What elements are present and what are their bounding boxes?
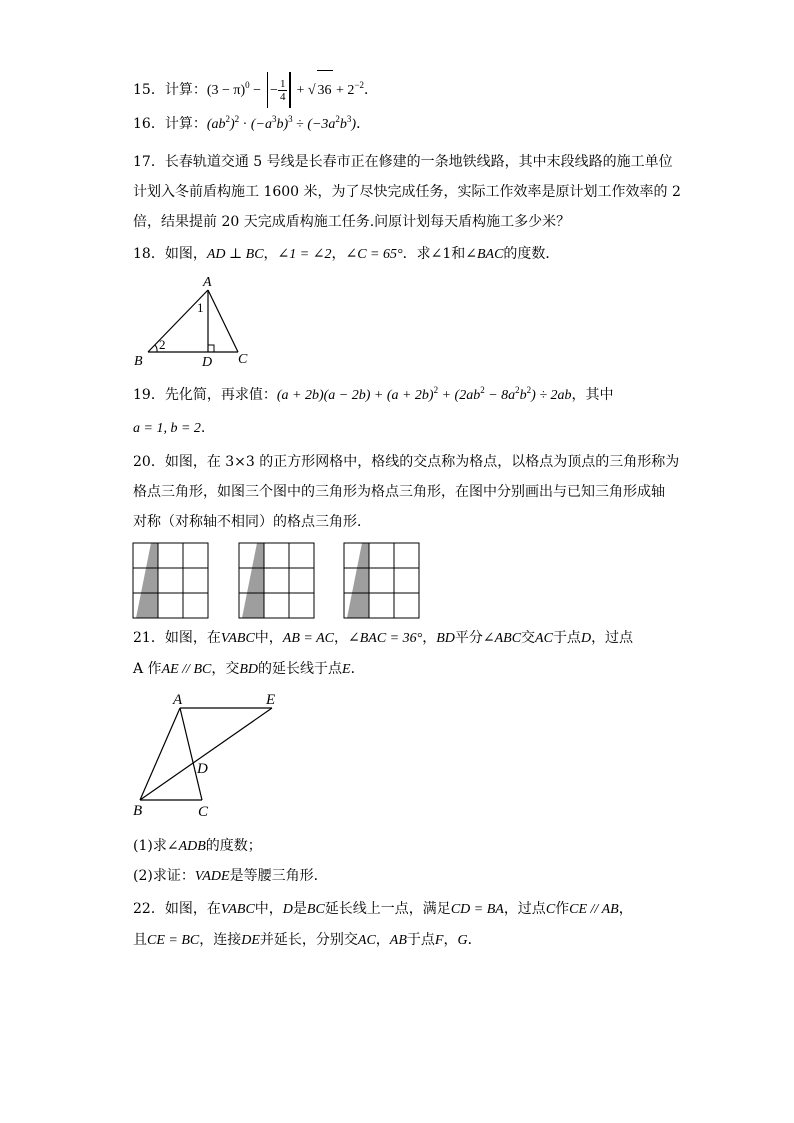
segment-ac (180, 708, 202, 800)
shaded-triangle-1 (136, 543, 158, 618)
question-18 (133, 244, 559, 265)
q21-l2b: AE // BC (161, 662, 212, 677)
q21-tri: VABC (220, 631, 255, 646)
q16-t1-outer: 2 (234, 114, 240, 124)
question-17-line1: 17．长春轨道交通 5 号线是长春市正在修建的一条地铁线路，其中末段线路的施工单位 (133, 154, 673, 170)
q16-t2: (−a (250, 117, 272, 132)
label-b: B (134, 354, 143, 368)
q19-e3: 2 (515, 385, 520, 395)
q19-e1: 2 (433, 385, 439, 395)
q15-frac-num: 1 (279, 77, 286, 90)
q22-c1: CD = BA (450, 902, 504, 917)
q15-fraction (278, 78, 288, 103)
q22-a4: 作 (555, 901, 570, 917)
q15-exp-neg2: −2 (354, 80, 365, 90)
q18-sep2: ， (331, 246, 346, 262)
q21-s1: ， (333, 630, 348, 646)
right-angle-icon (208, 345, 214, 352)
q16-t3-b: b (339, 117, 347, 132)
q21-l2f: E (342, 662, 351, 677)
q19-e4: 2 (526, 385, 532, 395)
shaded-triangle-2 (242, 543, 264, 618)
q22-l2m: ． (467, 932, 482, 948)
q21-c3f: 于点 (552, 630, 581, 646)
q22-l2e: 并延长，分别交 (259, 932, 358, 948)
q15-sqrt-val: 36 (317, 70, 333, 111)
label-c: C (198, 804, 209, 820)
q19-number: 19．先化简，再求值： (133, 387, 277, 403)
q16-t3-close: ) (351, 117, 357, 132)
angle-label-1: 1 (197, 300, 204, 315)
q16-t1: (ab (206, 117, 226, 132)
q16-t3-exp: 2 (335, 114, 340, 124)
q15-minus: − (249, 83, 265, 98)
abs-bar-left (267, 72, 269, 108)
q15-term-a: (3 − π) (206, 83, 246, 98)
question-22-line2 (133, 930, 482, 951)
q22-l2f: AC (357, 933, 376, 948)
q16-t3-bexp: 3 (346, 114, 352, 124)
q21-c3d: 交 (521, 630, 536, 646)
question-19 (133, 385, 614, 406)
q21-c3g: D (580, 631, 592, 646)
q22-d: D (282, 902, 293, 917)
question-20-line1: 20．如图，在 3×3 的正方形网格中，格线的交点称为格点，以格点为顶点的三角形称为 (133, 454, 680, 470)
angle-arc-icon (155, 345, 157, 352)
question-17-line2: 计划入冬前盾构施工 1600 米，为了尽快完成任务，实际工作效率是原计划工作效率的 2 (133, 184, 681, 200)
label-a: A (173, 692, 183, 708)
q21-c2: ∠BAC = 36° (347, 631, 423, 646)
q15-number: 15．计算： (133, 82, 207, 98)
q21-c3e: AC (535, 631, 553, 646)
question-20-line3: 对称（对称轴不相同）的格点三角形． (133, 514, 371, 530)
q22-l2h: AB (389, 933, 407, 948)
q21-l2e: 的延长线于点 (258, 661, 343, 677)
q21-c3c: ∠ABC (482, 631, 522, 646)
q16-t2-b: b) (276, 117, 289, 132)
q19-expr5: ) ÷ 2ab (531, 388, 572, 403)
q18-cond3: ∠C = 65° (345, 247, 403, 262)
sqrt-sign-icon: √ (307, 83, 316, 98)
q21-l2g: ． (350, 661, 365, 677)
q18-cond2: ∠1 = ∠2 (277, 247, 332, 262)
q18-ask2: ∠BAC (465, 247, 504, 262)
q18-number: 18．如图， (133, 246, 207, 262)
q22-c: C (545, 902, 556, 917)
q22-l2k: ， (443, 932, 458, 948)
q22-l2d: DE (241, 933, 260, 948)
shaded-triangle-3 (347, 543, 369, 618)
segment-ac (208, 290, 238, 352)
q22-tri: VABC (220, 902, 255, 917)
question-21-line2 (133, 659, 365, 680)
q22-c2: CE // AB (569, 902, 619, 917)
q18-ask: ．求∠1和 (402, 246, 466, 262)
q16-t1-exp: 2 (225, 114, 230, 124)
q22-a2: 延长线上一点，满足 (324, 901, 451, 917)
q21-number: 21．如图，在 (133, 630, 221, 646)
q22-l2j: F (434, 933, 444, 948)
q16-number: 16．计算： (133, 116, 207, 132)
grid-1[interactable] (133, 543, 208, 618)
q19-e2: 2 (480, 385, 485, 395)
q15-plus1: + (292, 83, 308, 98)
q21-p1c: 的度数； (205, 838, 262, 854)
q15-frac-den: 4 (279, 90, 286, 103)
q19-expr: (a + 2b)(a − 2b) + (a + 2b) (276, 388, 434, 403)
q18-sep1: ， (263, 246, 278, 262)
q16-t2-outer: 3 (288, 114, 293, 124)
q16-t1-close: ) (230, 117, 235, 132)
question-20-line2: 格点三角形，如图三个图中的三角形为格点三角形，在图中分别画出与已知三角形成轴 (133, 484, 665, 500)
q19-expr3: − 8a (484, 388, 516, 403)
q19-expr4: b (519, 388, 527, 403)
q22-a5: ， (618, 901, 633, 917)
question-15 (133, 70, 378, 110)
q22-a3: ，过点 (503, 901, 546, 917)
angle-label-2: 2 (159, 337, 166, 352)
label-c: C (238, 352, 248, 367)
q16-end: ． (356, 116, 371, 132)
question-19-values (133, 418, 205, 439)
abs-bar-right (289, 72, 291, 108)
q16-dot: · (239, 117, 251, 132)
q16-t2-exp: 3 (271, 114, 277, 124)
q19-where: ，其中 (571, 387, 614, 403)
q19-expr2: + (2ab (438, 388, 481, 403)
q22-l2b: CE = BC (147, 933, 200, 948)
q15-end: ． (364, 82, 379, 98)
label-b: B (133, 803, 143, 819)
figure-q21 (130, 688, 290, 822)
q21-c1: AB = AC (282, 631, 334, 646)
q15-neg: − (270, 83, 278, 98)
q16-t3: (−3a (307, 117, 336, 132)
label-a: A (203, 275, 212, 290)
q18-cond1: AD ⊥ BC (206, 247, 264, 262)
q15-plus2: + 2 (332, 83, 355, 98)
label-e: E (266, 692, 276, 708)
label-d: D (202, 355, 213, 368)
q22-l2a: 且 (133, 932, 147, 948)
q21-mid: 中， (254, 630, 283, 646)
q22-bc: BC (306, 902, 325, 917)
q22-l2i: 于点 (406, 932, 435, 948)
q21-c3h: ，过点 (591, 630, 634, 646)
q22-l2c: ，连接 (199, 932, 242, 948)
q21-s2: ， (422, 630, 437, 646)
question-17-line3: 倍，结果提前 20 天完成盾构施工任务.问原计划每天盾构施工多少米？ (133, 214, 571, 230)
grid-figures (132, 542, 432, 622)
grid-3[interactable] (344, 543, 419, 618)
q18-ask3: 的度数． (503, 246, 560, 262)
q22-mid: 中， (254, 901, 283, 917)
q16-div: ÷ (292, 117, 308, 132)
question-21-part1 (133, 836, 262, 857)
q19-values: a = 1, b = 2 (133, 421, 201, 436)
question-21 (133, 628, 633, 649)
q21-p2a: (2)求证： (133, 868, 195, 884)
figure-q18 (130, 272, 260, 368)
grid-2[interactable] (239, 543, 314, 618)
q21-c3b: 平分 (454, 630, 483, 646)
q21-p2c: 是等腰三角形. (229, 868, 319, 884)
q21-l2c: ，交 (211, 661, 240, 677)
q21-p1b: ∠ADB (166, 839, 206, 854)
q21-c3a: BD (436, 631, 455, 646)
q21-l2d: BD (239, 662, 259, 677)
q22-l2l: G (457, 933, 468, 948)
q21-p1a: (1)求 (133, 838, 167, 854)
q15-exp0: 0 (245, 80, 250, 90)
question-21-part2 (133, 866, 318, 887)
q22-l2g: ， (375, 932, 390, 948)
label-d: D (197, 761, 208, 777)
question-16 (133, 114, 370, 135)
q21-p2b: VADE (194, 869, 230, 884)
q19-values-end: . (200, 420, 206, 436)
q21-l2a: A 作 (133, 661, 162, 677)
q22-a1: 是 (292, 901, 307, 917)
question-22 (133, 899, 633, 920)
q22-number: 22．如图，在 (133, 901, 221, 917)
